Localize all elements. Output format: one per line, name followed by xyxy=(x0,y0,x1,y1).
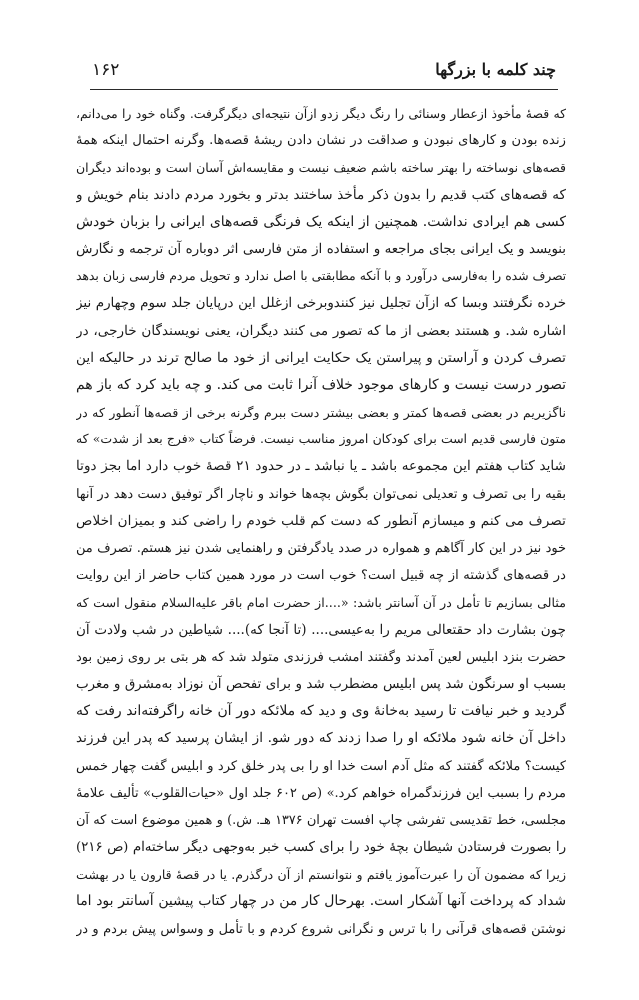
text-line: کسی هم ایرادی نداشت. همچنین از اینکه یک فرنگی قصه‌های ایرانی را بزبان خودش xyxy=(76,213,566,230)
text-line: که قصه‌های کتب قدیم را بدون ذکر مأخذ ساختند بدتر و بخورد مردم دادند بنام خویش و xyxy=(76,186,566,203)
text-line: تصرف می کنم و میسازم آنطور که دست کم قلب خودم را راضی کند و بمیزان اخلاص xyxy=(76,512,566,529)
text-line: بسبب او سرنگون شد پس ابلیس مضطرب شد و برای تفحص آن نوزاد به‌مشرق و مغرب xyxy=(76,676,566,692)
text-line: گردید و خبر نیافت تا رسید به‌خانهٔ وی و دید که ملائکه دور آن خانه راگرفته‌اند رفت که xyxy=(76,703,566,720)
text-line: خرده نگرفتند وبسا که ازآن تجلیل نیز کنندوبرخی ازغلل این درپایان جلد سوم وچهارم نیز xyxy=(76,296,566,312)
running-title: چند کلمه با بزرگها xyxy=(435,60,556,79)
text-line: متون فارسی قدیم است برای کودکان امروز مناسب نیست. فرضاً کتاب «فرج بعد از شدت» که xyxy=(76,432,566,447)
text-line: خود نیز در این کار آگاهم و همواره در صدد یادگرفتن و راهنمایی شدن نیز هستم. تصرف من xyxy=(76,541,566,556)
text-line: کیست؟ ملائکه گفتند که مثل آدم است خدا او را بی پدر خلق کرد و ابلیس گفت چهار خمس xyxy=(76,758,566,774)
text-line: داخل آن خانه شود ملائکه او را صدا زدند که دور شو. از ایشان پرسید که پدر این فرزند xyxy=(76,730,566,747)
text-line: حضرت بنزد ابلیس لعین آمدند وگفتند امشب فرزندی متولد شد که هر بتی بر روی زمین بود xyxy=(76,649,566,665)
text-line: تصرف شده را به‌فارسی درآورد و با آنکه مطابقتی با اصل ندارد و تحویل مردم فارسی زبان بدهد xyxy=(76,269,566,284)
text-line: را بصورت فرستادن شیطان بچهٔ خود را برای کسب خبر به‌وجهی دیگر ساخته‌ام (ص ۲۱۶) xyxy=(76,840,566,856)
page-number: ۱۶۲ xyxy=(92,60,120,80)
running-header xyxy=(92,58,556,86)
text-line: تصور درست نیست و کارهای موجود خلاف آنرا ثابت می کند. و چه باید کرد که باز هم xyxy=(76,376,566,393)
text-line: چون بشارت داد حقتعالی مریم را به‌عیسی.... (تا آنجا که).... شیاطین در شب ولادت آن xyxy=(76,621,566,638)
header-divider xyxy=(90,89,558,90)
text-line: تصرف کردن و آراستن و پیراستن یک حکایت ایرانی از خود ما صالح ترند در حالیکه این xyxy=(76,349,566,366)
text-line: شاید کتاب هفتم این مجموعه باشد ـ یا نباشد ـ در حدود ۲۱ قصهٔ خوب دارد اما بجز دوتا xyxy=(76,458,566,475)
text-line: زنده بودن و کارهای نبودن و صداقت در نشان دادن ریشهٔ قصه‌ها. وگرنه احتمال اینکه همهٔ xyxy=(76,133,566,149)
text-line: شداد که پرداخت آنها آشکار است. بهرحال کار من در چهار کتاب پیشین آسانتر بود اما xyxy=(76,893,566,910)
text-line: که قصهٔ مأخوذ ازعطار وسنائی را رنگ دیگر زدو ازآن نتیجه‌ای دیگرگرفت. وگناه‌ خود را می‌دانم، xyxy=(76,106,566,121)
text-line: زیرا که مضمون آن را عبرت‌آموز یافتم و نتوانستم از آن درگذرم. یا در قصهٔ قارون یا در بهشت xyxy=(76,867,566,883)
text-line: بنویسد و یک ایرانی بجای مراجعه و استفاده از متن فارسی اثر دوباره آن ترجمه و نگارش xyxy=(76,241,566,257)
text-line: اشاره شد. و هستند بعضی از ما که تصور می کنند دیگران، یعنی نویسندگان خارجی، در xyxy=(76,322,566,339)
text-line: نوشتن قصه‌های قرآنی را با ترس و نگرانی شروع کردم و با تأمل و وسواس پیش بردم و در xyxy=(76,921,566,937)
text-line: در قصه‌های گذشته از چه قبیل است؟ خوب است در مورد همین کتاب حاضر از این روایت xyxy=(76,568,566,584)
text-line: قصه‌های نوساخته را بهتر ساخته باشم ضعیف نیست و مقایسه‌اش آسان است و بوده‌اند دیگران xyxy=(76,160,566,176)
text-line: مردم را بسبب این فرزندگمراه خواهم کرد.» (ص ۶۰۲ جلد اول «حیات‌القلوب» تألیف علامهٔ xyxy=(76,785,566,801)
text-line: ناگزیریم در بعضی قصه‌ها کمتر و بعضی بیشتر دست ببرم وگرنه برخی از قصه‌ها آنطور که در xyxy=(76,405,566,421)
text-line: بقیه را بی تصرف و تعدیلی نمی‌توان بگوش بچه‌ها خواند و ناچار اگر توفیق دست دهد در آنها xyxy=(76,486,566,502)
text-line: مثالی بسازیم تا تأمل در آن آسانتر باشد: «....از حضرت امام باقر علیه‌السلام منقول است که xyxy=(76,595,566,611)
text-line: مجلسی، خط تقدیسی تفرشی چاپ افست تهران ۱۳۷۶ هـ. ش.) و همین موضوع است که آن xyxy=(76,812,566,828)
body-text xyxy=(76,100,566,943)
